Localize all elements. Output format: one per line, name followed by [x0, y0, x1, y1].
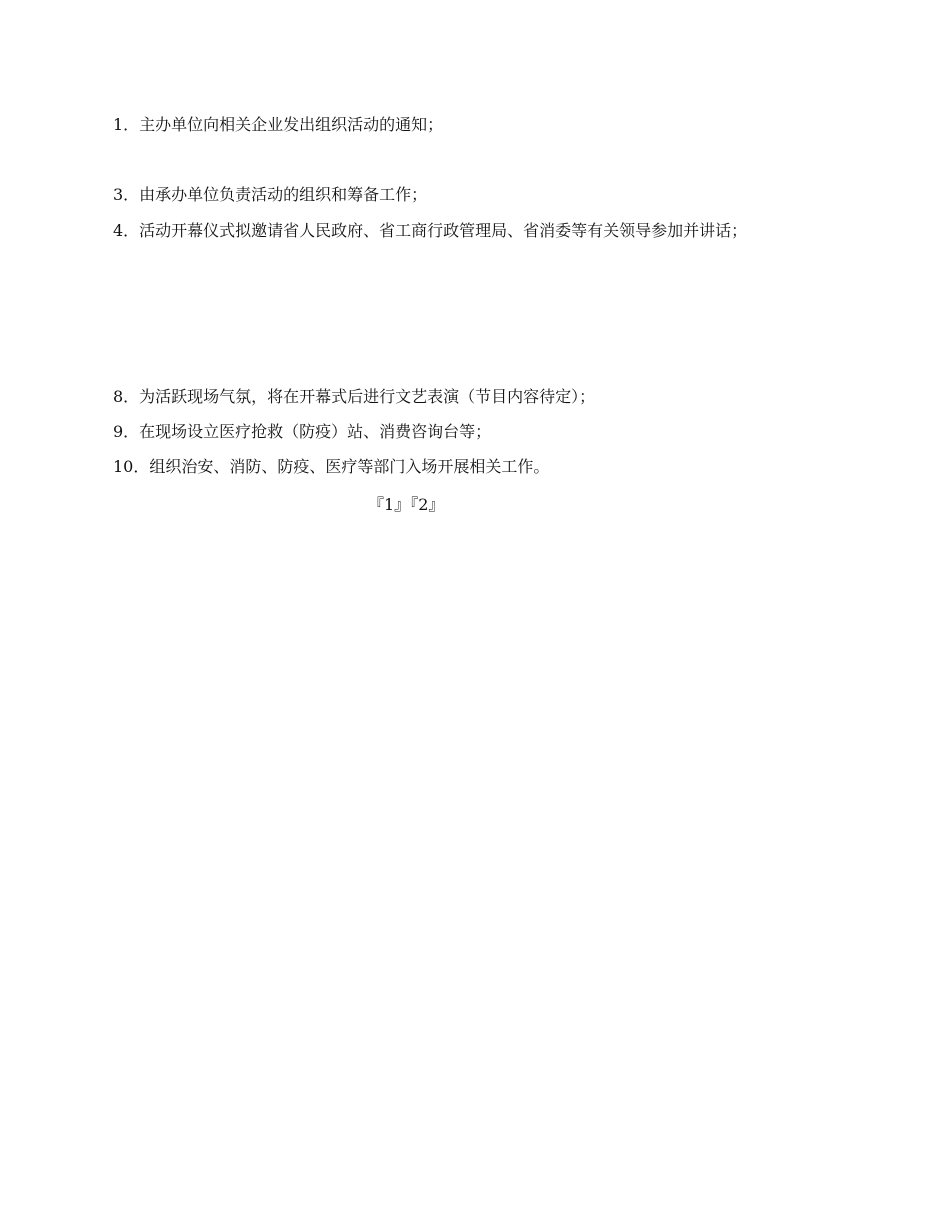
page-link-2[interactable]: 『2』 [410, 495, 445, 514]
list-item: 10．组织治安、消防、防疫、医疗等部门入场开展相关工作。 [113, 457, 550, 476]
list-item: 8．为活跃现场气氛，将在开幕式后进行文艺表演（节目内容待定）； [113, 387, 596, 406]
page-link-1[interactable]: 『1』 [368, 495, 411, 514]
pagination [368, 494, 444, 515]
list-item: 3．由承办单位负责活动的组织和筹备工作； [113, 185, 428, 204]
list-item: 9．在现场设立医疗抢救（防疫）站、消费咨询台等； [113, 422, 492, 441]
list-item: 4．活动开幕仪式拟邀请省人民政府、省工商行政管理局、省消委等有关领导参加并讲话； [113, 221, 748, 240]
list-item: 1．主办单位向相关企业发出组织活动的通知； [113, 115, 444, 134]
